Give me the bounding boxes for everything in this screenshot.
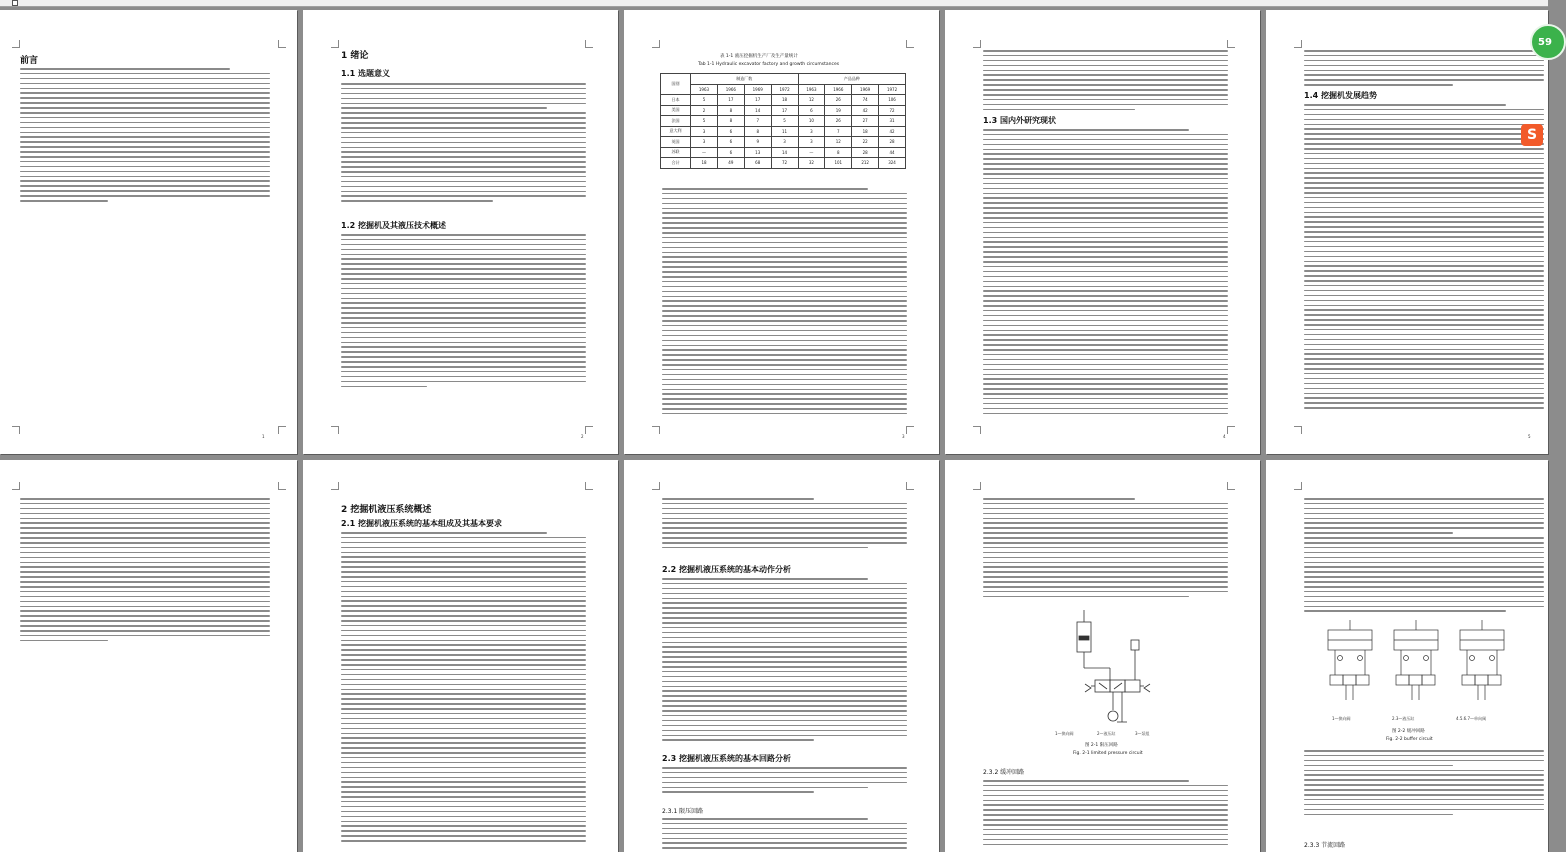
table-cell: 42 (852, 105, 879, 116)
table-cell: 18 (771, 95, 798, 106)
body-text (983, 498, 1228, 606)
body-text (662, 578, 907, 748)
table-cell: 26 (825, 95, 852, 106)
table-cell: 49 (717, 158, 744, 169)
subsection-heading: 2.3.2 缓冲回路 (983, 769, 1025, 776)
section-heading: 2.1 挖掘机液压系统的基本组成及其基本要求 (341, 519, 502, 528)
table-cell: 7 (744, 116, 771, 127)
table-cell: 72 (879, 105, 906, 116)
body-text (1304, 50, 1544, 88)
assistant-badge[interactable]: 59 (1530, 24, 1566, 60)
table-cell: 28 (879, 137, 906, 148)
table-cell: 68 (744, 158, 771, 169)
ruler-strip (0, 0, 1548, 7)
chapter-heading: 2 挖掘机液压系统概述 (341, 505, 432, 515)
section-heading: 1.2 挖掘机及其液压技术概述 (341, 221, 446, 230)
figure-caption: 图 2-2 缓冲回路 (1392, 729, 1425, 734)
table-year: 1969 (852, 84, 879, 95)
table-group-header: 制造厂数 (691, 74, 798, 85)
table-cell-country: 法国 (661, 116, 691, 127)
table-cell: 9 (744, 137, 771, 148)
table-cell-country: 合计 (661, 158, 691, 169)
table-cell: 22 (852, 137, 879, 148)
body-text (983, 129, 1228, 419)
body-text (662, 767, 907, 799)
body-text (341, 234, 586, 394)
page-number: 2 (581, 434, 584, 439)
figure-label: 1—换向阀 (1055, 731, 1074, 736)
table-cell: 3 (691, 126, 718, 137)
figure-label: 2.3—液压缸 (1392, 716, 1415, 721)
table-cell: — (691, 147, 718, 158)
table-cell: 13 (744, 147, 771, 158)
body-text (1304, 750, 1544, 836)
table-cell-country: 意大利 (661, 126, 691, 137)
body-text (662, 498, 907, 560)
pressure-circuit-diagram (1055, 610, 1175, 730)
table-cell: 17 (744, 95, 771, 106)
ime-logo-icon[interactable]: S (1521, 124, 1543, 146)
body-text (20, 498, 270, 648)
table-cell: 8 (717, 116, 744, 127)
subsection-heading: 2.3.3 节流回路 (1304, 842, 1346, 849)
body-text (662, 188, 907, 420)
table-cell: 6 (717, 126, 744, 137)
table-cell: 11 (771, 126, 798, 137)
table-cell: 101 (825, 158, 852, 169)
figure-label: 1—换向阀 (1332, 716, 1351, 721)
table-year: 1969 (744, 84, 771, 95)
table-cell: 8 (825, 147, 852, 158)
table-cell: 12 (825, 137, 852, 148)
table-cell: 8 (744, 126, 771, 137)
table-cell: 72 (771, 158, 798, 169)
table-row (661, 158, 906, 169)
page-thumbnail-8[interactable] (624, 460, 939, 852)
subsection-heading: 2.3.1 限压回路 (662, 808, 704, 815)
section-heading: 2.3 挖掘机液压系统的基本回路分析 (662, 754, 791, 763)
table-cell: 17 (771, 105, 798, 116)
figure-label: 4.5.6.7—单向阀 (1456, 716, 1486, 721)
body-text (1304, 104, 1544, 416)
table-cell: 3 (798, 126, 825, 137)
body-text (20, 68, 270, 208)
table-cell: 106 (879, 95, 906, 106)
table-row (661, 105, 906, 116)
preface-heading: 前言 (20, 56, 39, 66)
table-cell: 10 (798, 116, 825, 127)
body-text (662, 818, 907, 852)
buffer-circuit-diagram (1320, 620, 1520, 715)
data-table (660, 73, 906, 169)
body-text (341, 83, 586, 211)
table-cell: 18 (691, 158, 718, 169)
table-cell: 6 (717, 147, 744, 158)
chapter-heading: 1 绪论 (341, 51, 369, 61)
table-cell: 5 (691, 116, 718, 127)
table-cell: 28 (852, 147, 879, 158)
table-row (661, 147, 906, 158)
table-row (661, 126, 906, 137)
table-cell: 7 (825, 126, 852, 137)
table-cell: 3 (771, 137, 798, 148)
table-cell: 44 (879, 147, 906, 158)
section-heading: 1.4 挖掘机发展趋势 (1304, 91, 1377, 100)
table-cell: 3 (798, 137, 825, 148)
figure-subcaption: Fig. 2-2 buffer circuit (1386, 737, 1433, 742)
table-cell: 6 (798, 105, 825, 116)
body-text (983, 780, 1228, 852)
table-cell: 14 (744, 105, 771, 116)
page-thumbnail-4[interactable] (945, 10, 1260, 454)
figure-label: 2—液压缸 (1097, 731, 1116, 736)
table-cell: 17 (717, 95, 744, 106)
table-cell: 3 (691, 137, 718, 148)
table-year: 1963 (691, 84, 718, 95)
table-cell-country: 日本 (661, 95, 691, 106)
table-cell: 212 (852, 158, 879, 169)
table-title: 表 1-1 液压挖掘机生产厂及生产量统计 (720, 54, 798, 59)
page-thumbnail-1[interactable] (0, 10, 297, 454)
body-text (983, 50, 1228, 114)
page-thumbnail-6[interactable] (0, 460, 297, 852)
table-group-header: 产品品种 (798, 74, 906, 85)
table-year: 1963 (798, 84, 825, 95)
page-number: 5 (1528, 434, 1531, 439)
table-cell: 8 (717, 105, 744, 116)
table-cell: 42 (879, 126, 906, 137)
page-thumbnail-9[interactable] (945, 460, 1260, 852)
table-cell: 14 (771, 147, 798, 158)
table-cell: 18 (852, 126, 879, 137)
table-cell: 5 (691, 95, 718, 106)
figure-subcaption: Fig. 2-1 limited pressure circuit (1073, 751, 1143, 756)
table-header-country: 国别 (661, 74, 691, 95)
page-thumbnail-3[interactable] (624, 10, 939, 454)
table-row (661, 137, 906, 148)
table-year: 1972 (771, 84, 798, 95)
table-cell: — (798, 147, 825, 158)
table-cell: 12 (798, 95, 825, 106)
table-cell-country: 英国 (661, 137, 691, 148)
table-cell: 324 (879, 158, 906, 169)
table-cell: 32 (798, 158, 825, 169)
page-number: 3 (902, 434, 905, 439)
table-row (661, 95, 906, 106)
table-year: 1966 (717, 84, 744, 95)
table-year: 1972 (879, 84, 906, 95)
page-thumbnail-7[interactable] (303, 460, 618, 852)
body-text (341, 532, 586, 850)
table-cell: 6 (717, 137, 744, 148)
table-cell: 74 (852, 95, 879, 106)
table-cell: 2 (691, 105, 718, 116)
page-thumbnail-5[interactable] (1266, 10, 1548, 454)
table-cell: 5 (771, 116, 798, 127)
table-cell: 27 (852, 116, 879, 127)
table-cell-country: 美国 (661, 105, 691, 116)
body-text (1304, 498, 1544, 618)
page-thumbnail-2[interactable] (303, 10, 618, 454)
section-heading: 1.1 选题意义 (341, 69, 390, 78)
section-heading: 1.3 国内外研究现状 (983, 116, 1056, 125)
table-subtitle: Tab 1-1 Hydraulic excavator factory and growth circumstances (698, 62, 840, 67)
page-number: 1 (262, 434, 265, 439)
section-heading: 2.2 挖掘机液压系统的基本动作分析 (662, 565, 791, 574)
table-cell: 26 (825, 116, 852, 127)
page-number: 4 (1223, 434, 1226, 439)
table-cell-country: 苏联 (661, 147, 691, 158)
table-cell: 31 (879, 116, 906, 127)
ruler-marker[interactable] (12, 0, 18, 6)
table-row (661, 116, 906, 127)
table-year: 1966 (825, 84, 852, 95)
page-thumbnail-10[interactable] (1266, 460, 1548, 852)
figure-label: 3—泵组 (1135, 731, 1150, 736)
table-cell: 19 (825, 105, 852, 116)
figure-caption: 图 2-1 限压回路 (1085, 743, 1118, 748)
